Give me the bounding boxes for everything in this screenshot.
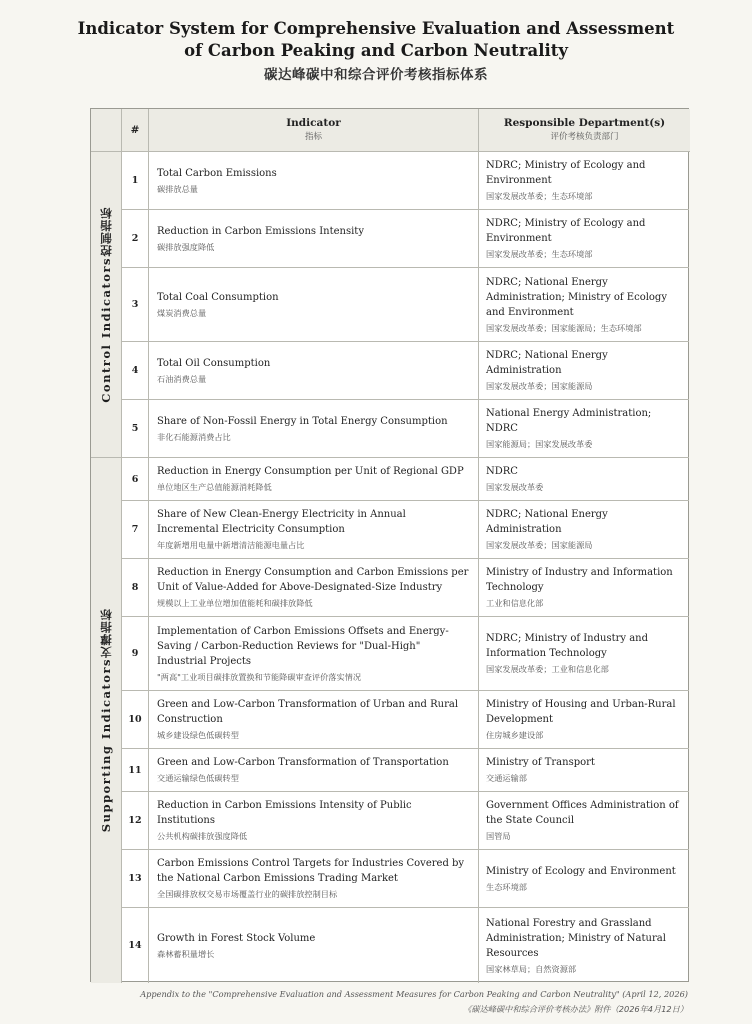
header-department-label-zh: 评价考核负责部门 — [550, 132, 619, 142]
department-name: NDRC; National Energy Administration; Ministry of Ecology and Environment — [486, 276, 667, 318]
department-cell — [479, 152, 689, 210]
department-name-zh: 国家林草局；自然资源部 — [486, 963, 577, 974]
department-name-zh: 工业和信息化部 — [486, 598, 544, 608]
row-number: 3 — [122, 268, 149, 342]
department-cell — [479, 691, 689, 749]
department-name-zh: 国家发展改革委；生态环境部 — [486, 249, 593, 259]
category-supporting — [91, 458, 122, 983]
department-cell — [479, 908, 689, 983]
department-name-zh: 国家发展改革委；国家能源局；生态环境部 — [486, 322, 642, 333]
row-number: 9 — [122, 617, 149, 691]
department-name-zh: 生态环境部 — [486, 881, 527, 892]
indicator-cell — [149, 908, 479, 983]
indicator-name-zh: 城乡建设绿色低碳转型 — [157, 730, 239, 740]
indicator-name-zh: 森林蓄积量增长 — [157, 948, 215, 959]
indicator-cell — [149, 617, 479, 691]
indicator-name: Reduction in Energy Consumption and Carbon Emissions per Unit of Value-Added for Above-Designated-Size Industry — [157, 567, 469, 593]
department-cell — [479, 501, 689, 559]
row-number: 7 — [122, 501, 149, 559]
department-name-zh: 国管局 — [486, 831, 511, 841]
department-cell — [479, 792, 689, 850]
department-name: Ministry of Industry and Information Technology — [486, 567, 673, 593]
row-number: 5 — [122, 400, 149, 458]
title-en-line1: Indicator System for Comprehensive Evaluation and Assessment — [77, 19, 675, 38]
indicator-name-zh: 公共机构碳排放强度降低 — [157, 831, 248, 841]
indicator-name-zh: "两高"工业项目碳排放置换和节能降碳审查评价落实情况 — [157, 671, 362, 682]
header-indicator-label-zh: 指标 — [304, 132, 322, 142]
row-number: 11 — [122, 749, 149, 792]
indicator-name-zh: 石油消费总量 — [157, 373, 207, 384]
department-name: NDRC; Ministry of Ecology and Environment — [486, 160, 646, 186]
indicator-cell — [149, 342, 479, 400]
row-number: 6 — [122, 458, 149, 501]
indicator-cell — [149, 850, 479, 908]
department-cell — [479, 617, 689, 691]
indicator-cell — [149, 559, 479, 617]
row-number: 10 — [122, 691, 149, 749]
header-department-cell — [479, 109, 690, 152]
department-name: Ministry of Ecology and Environment — [486, 865, 676, 877]
indicator-name-zh: 碳排放总量 — [157, 183, 198, 194]
department-name-zh: 国家发展改革委；国家能源局 — [486, 381, 593, 391]
department-name: National Energy Administration; NDRC — [486, 408, 652, 434]
indicator-cell — [149, 792, 479, 850]
indicator-name: Total Coal Consumption — [157, 291, 279, 303]
indicator-name: Total Carbon Emissions — [157, 167, 277, 179]
department-name-zh: 国家发展改革委；国家能源局 — [486, 540, 593, 550]
header-num-label: # — [130, 124, 140, 136]
indicator-name-zh: 非化石能源消费占比 — [157, 431, 231, 442]
indicator-name: Reduction in Carbon Emissions Intensity of Public Institutions — [157, 800, 412, 826]
department-name: NDRC — [486, 466, 518, 477]
category-control-label: Control Indicators — [99, 256, 113, 403]
header-indicator-cell — [149, 109, 479, 152]
department-name: National Forestry and Grassland Administration; Ministry of Natural Resources — [486, 917, 666, 959]
indicator-name-zh: 碳排放强度降低 — [157, 241, 215, 252]
department-cell — [479, 559, 689, 617]
department-cell — [479, 342, 689, 400]
department-name: NDRC; National Energy Administration — [486, 509, 608, 535]
row-number: 12 — [122, 792, 149, 850]
department-name: Ministry of Housing and Urban-Rural Development — [486, 699, 676, 725]
department-name: NDRC; Ministry of Industry and Information Technology — [486, 633, 649, 659]
department-name-zh: 交通运输部 — [486, 773, 527, 783]
row-number: 8 — [122, 559, 149, 617]
indicator-cell — [149, 501, 479, 559]
department-name-zh: 住房城乡建设部 — [486, 730, 544, 740]
department-name-zh: 国家发展改革委；生态环境部 — [486, 191, 593, 201]
header-corner-cell — [91, 109, 122, 152]
category-control-label-zh: 控制指标 — [99, 206, 113, 257]
header-indicator-label: Indicator — [286, 117, 341, 129]
indicator-cell — [149, 268, 479, 342]
footnote-zh: 《碳达峰碳中和综合评价考核办法》附件（2026年4月12日） — [463, 1004, 688, 1014]
indicator-name: Green and Low-Carbon Transformation of Transportation — [157, 757, 449, 768]
indicator-table — [90, 108, 689, 982]
header-department-label: Responsible Department(s) — [503, 117, 666, 129]
department-name-zh: 国家发展改革委；工业和信息化部 — [486, 664, 609, 674]
indicator-cell — [149, 458, 479, 501]
category-supporting-label-zh: 支撑指标 — [99, 608, 113, 659]
indicator-cell — [149, 152, 479, 210]
indicator-name: Share of New Clean-Energy Electricity in Annual Incremental Electricity Consumption — [157, 509, 406, 535]
indicator-name: Share of Non-Fossil Energy in Total Energy Consumption — [157, 415, 448, 427]
department-cell — [479, 400, 689, 458]
department-name: Government Offices Administration of the State Council — [486, 800, 679, 826]
indicator-cell — [149, 400, 479, 458]
indicator-cell — [149, 691, 479, 749]
indicator-name: Total Oil Consumption — [157, 357, 271, 369]
title-block — [0, 18, 752, 86]
indicator-name: Green and Low-Carbon Transformation of Urban and Rural Construction — [157, 699, 459, 725]
department-name-zh: 国家发展改革委 — [486, 482, 544, 492]
indicator-name-zh: 煤炭消费总量 — [157, 307, 207, 318]
row-number: 2 — [122, 210, 149, 268]
title-en-line2: of Carbon Peaking and Carbon Neutrality — [184, 41, 568, 60]
row-number: 13 — [122, 850, 149, 908]
department-cell — [479, 749, 689, 792]
indicator-name: Carbon Emissions Control Targets for Industries Covered by the National Carbon Emissions Trading Market — [157, 858, 465, 884]
indicator-name: Implementation of Carbon Emissions Offsets and Energy-Saving / Carbon-Reduction Reviews for "Dual-High" Industrial Projects — [157, 625, 449, 667]
department-cell — [479, 458, 689, 501]
title-zh: 碳达峰碳中和综合评价考核指标体系 — [264, 67, 488, 83]
indicator-cell — [149, 210, 479, 268]
indicator-name-zh: 年度新增用电量中新增清洁能源电量占比 — [157, 540, 305, 550]
department-name-zh: 国家能源局；国家发展改革委 — [486, 439, 593, 449]
department-name: Ministry of Transport — [486, 757, 595, 768]
department-cell — [479, 268, 689, 342]
department-cell — [479, 850, 689, 908]
indicator-name-zh: 单位地区生产总值能源消耗降低 — [157, 482, 272, 492]
header-num-cell — [122, 109, 149, 152]
row-number: 4 — [122, 342, 149, 400]
row-number: 14 — [122, 908, 149, 983]
category-supporting-label: Supporting Indicators — [99, 658, 113, 833]
indicator-name-zh: 交通运输绿色低碳转型 — [157, 773, 239, 783]
indicator-name: Growth in Forest Stock Volume — [157, 932, 316, 944]
department-name: NDRC; Ministry of Ecology and Environment — [486, 218, 646, 244]
department-name: NDRC; National Energy Administration — [486, 350, 608, 376]
indicator-cell — [149, 749, 479, 792]
indicator-name-zh: 规模以上工业单位增加值能耗和碳排放降低 — [157, 598, 313, 608]
department-cell — [479, 210, 689, 268]
category-control — [91, 152, 122, 458]
footnote-en: Appendix to the "Comprehensive Evaluation and Assessment Measures for Carbon Peaking and Carbon Neutrality" (April 12, 2026) — [140, 989, 688, 999]
row-number: 1 — [122, 152, 149, 210]
indicator-name: Reduction in Energy Consumption per Unit of Regional GDP — [157, 466, 464, 477]
indicator-name-zh: 全国碳排放权交易市场覆盖行业的碳排放控制目标 — [157, 889, 338, 899]
indicator-name: Reduction in Carbon Emissions Intensity — [157, 225, 364, 237]
